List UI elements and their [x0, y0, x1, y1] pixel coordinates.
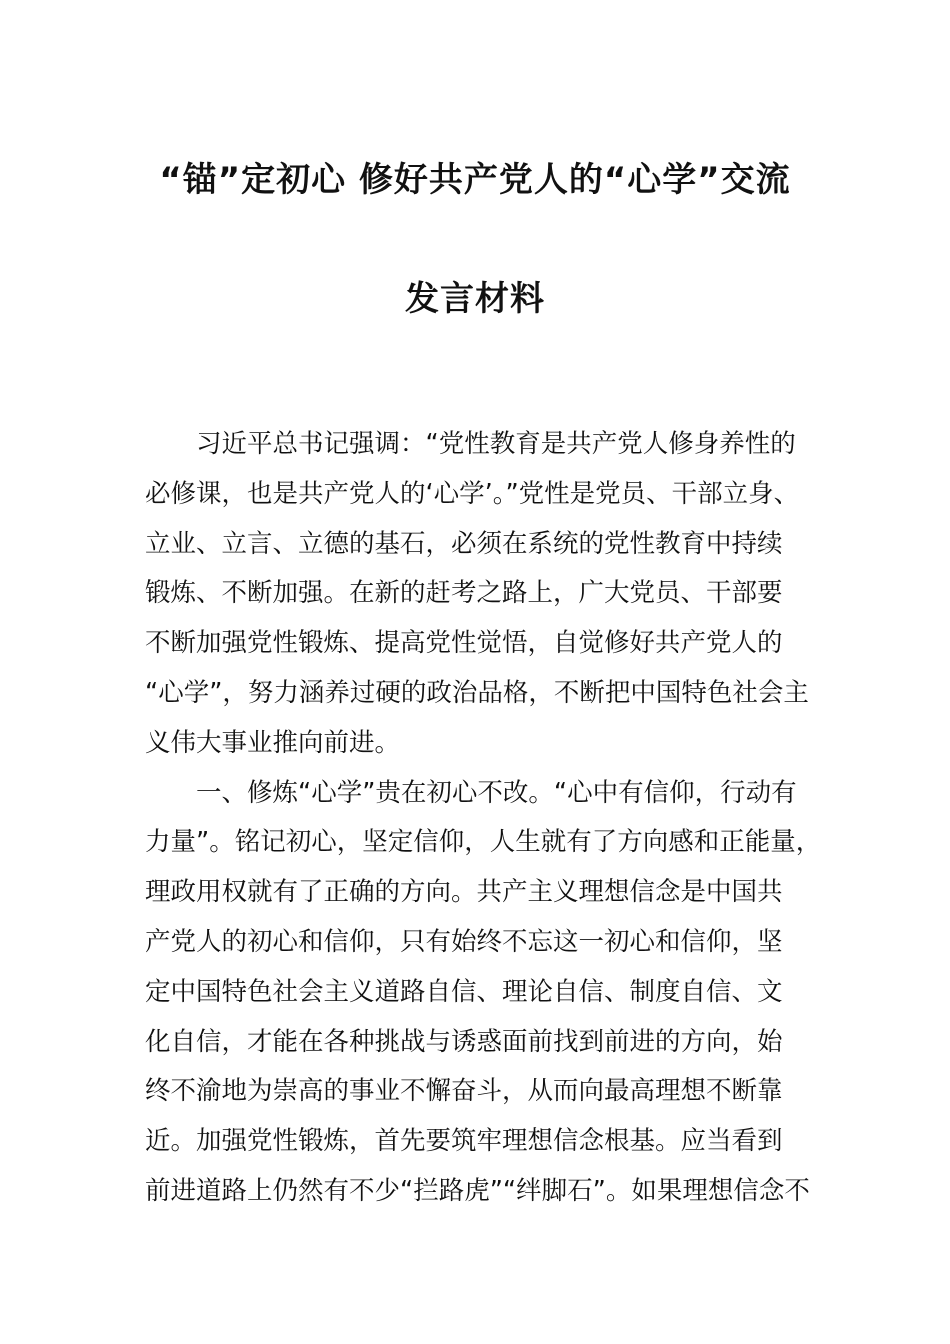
text-line: 理政用权就有了正确的方向。共产主义理想信念是中国共: [145, 877, 783, 908]
text-line: “心学”，努力涵养过硬的政治品格，不断把中国特色社会主: [145, 677, 809, 708]
text-line: 锻炼、不断加强。在新的赶考之路上，广大党员、干部要: [145, 578, 783, 609]
text-line: 力量”。铭记初心，坚定信仰，人生就有了方向感和正能量，: [145, 827, 822, 858]
text-line: 前进道路上仍然有不少“拦路虎”“绊脚石”。如果理想信念不: [145, 1175, 810, 1206]
text-line: 产党人的初心和信仰，只有始终不忘这一初心和信仰，坚: [145, 926, 783, 957]
text-line: 近。加强党性锻炼，首先要筑牢理想信念根基。应当看到: [145, 1126, 783, 1157]
document-body: [145, 420, 822, 1217]
text-line: 必修课，也是共产党人的‘心学’。”党性是党员、干部立身、: [145, 478, 800, 509]
text-line: 习近平总书记强调：“党性教育是共产党人修身养性的: [196, 429, 796, 459]
text-line: 义伟大事业推向前进。: [145, 727, 401, 758]
text-line: 化自信，才能在各种挑战与诱惑面前找到前进的方向，始: [145, 1026, 783, 1057]
text-line: 定中国特色社会主义道路自信、理论自信、制度自信、文: [145, 976, 783, 1007]
document-title-line-2: 发言材料: [405, 279, 545, 319]
text-line: 不断加强党性锻炼、提高党性觉悟，自觉修好共产党人的: [145, 628, 783, 659]
text-line: 终不渝地为崇高的事业不懈奋斗，从而向最高理想不断靠: [145, 1076, 783, 1107]
document-title-line-1: “锚”定初心 修好共产党人的“心学”交流: [159, 160, 791, 200]
text-line: 立业、立言、立德的基石，必须在系统的党性教育中持续: [145, 528, 783, 559]
paragraph-1: [145, 420, 809, 769]
paragraph-2: [145, 769, 822, 1217]
text-line: 一、修炼“心学”贵在初心不改。“心中有信仰，行动有: [196, 777, 797, 808]
